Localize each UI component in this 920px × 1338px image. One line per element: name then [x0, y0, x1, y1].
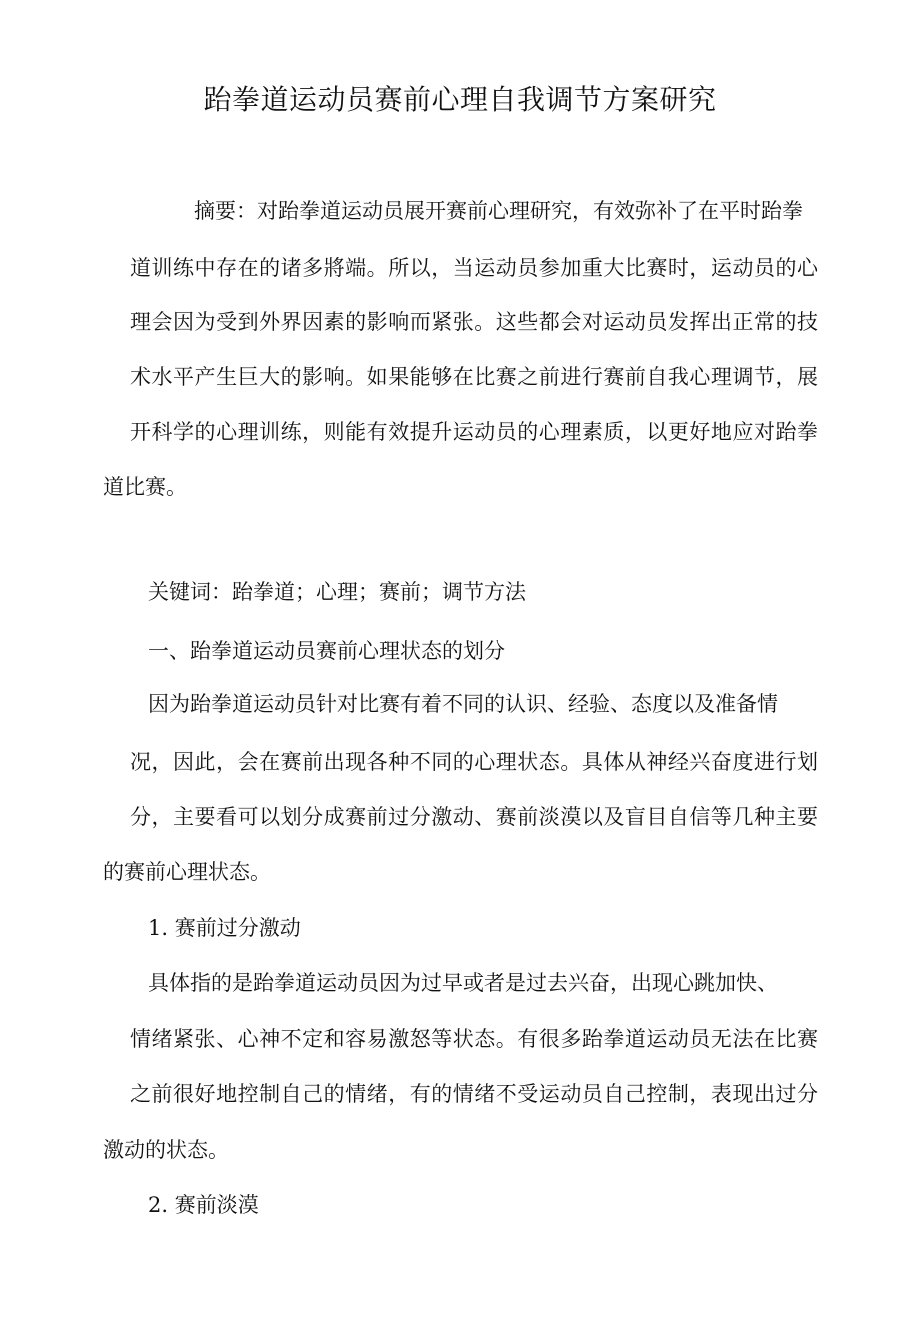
- abstract-line-4: 术水平产生巨大的影响。如果能够在比赛之前进行赛前自我心理调节，展: [130, 365, 818, 389]
- subsection-heading-1: 1. 赛前过分激动: [148, 916, 301, 940]
- subsection-heading-2: 2. 赛前淡漠: [148, 1193, 259, 1217]
- section1-line-3: 分，主要看可以划分成赛前过分激动、赛前淡漠以及盲目自信等几种主要: [130, 805, 818, 829]
- abstract-line-5: 开科学的心理训练，则能有效提升运动员的心理素质，以更好地应对跆拳: [130, 420, 818, 444]
- keywords: 关键词：跆拳道；心理；赛前；调节方法: [148, 580, 526, 604]
- subsection1-line-4: 激动的状态。: [103, 1138, 229, 1162]
- section1-line-1: 因为跆拳道运动员针对比赛有着不同的认识、经验、态度以及准备情: [148, 692, 778, 716]
- subsection1-line-1: 具体指的是跆拳道运动员因为过早或者是过去兴奋，出现心跳加快、: [148, 971, 778, 995]
- subsection1-line-2: 情绪紧张、心神不定和容易激怒等状态。有很多跆拳道运动员无法在比赛: [130, 1027, 818, 1051]
- abstract-line-2: 道训练中存在的诸多將端。所以，当运动员参加重大比赛时，运动员的心: [130, 256, 818, 280]
- document-title: 跆拳道运动员赛前心理自我调节方案研究: [203, 83, 717, 116]
- abstract-line-6: 道比赛。: [103, 475, 187, 499]
- abstract-line-1: 摘要：对跆拳道运动员展开赛前心理研究，有效弥补了在平时跆拳: [194, 199, 803, 223]
- subsection1-line-3: 之前很好地控制自己的情绪，有的情绪不受运动员自己控制，表现出过分: [130, 1082, 818, 1106]
- section-heading-1: 一、跆拳道运动员赛前心理状态的划分: [148, 639, 505, 663]
- section1-line-4: 的赛前心理状态。: [103, 860, 271, 884]
- section1-line-2: 况，因此，会在赛前出现各种不同的心理状态。具体从神经兴奋度进行划: [130, 750, 818, 774]
- abstract-line-3: 理会因为受到外界因素的影响而紧张。这些都会对运动员发挥出正常的技: [130, 310, 818, 334]
